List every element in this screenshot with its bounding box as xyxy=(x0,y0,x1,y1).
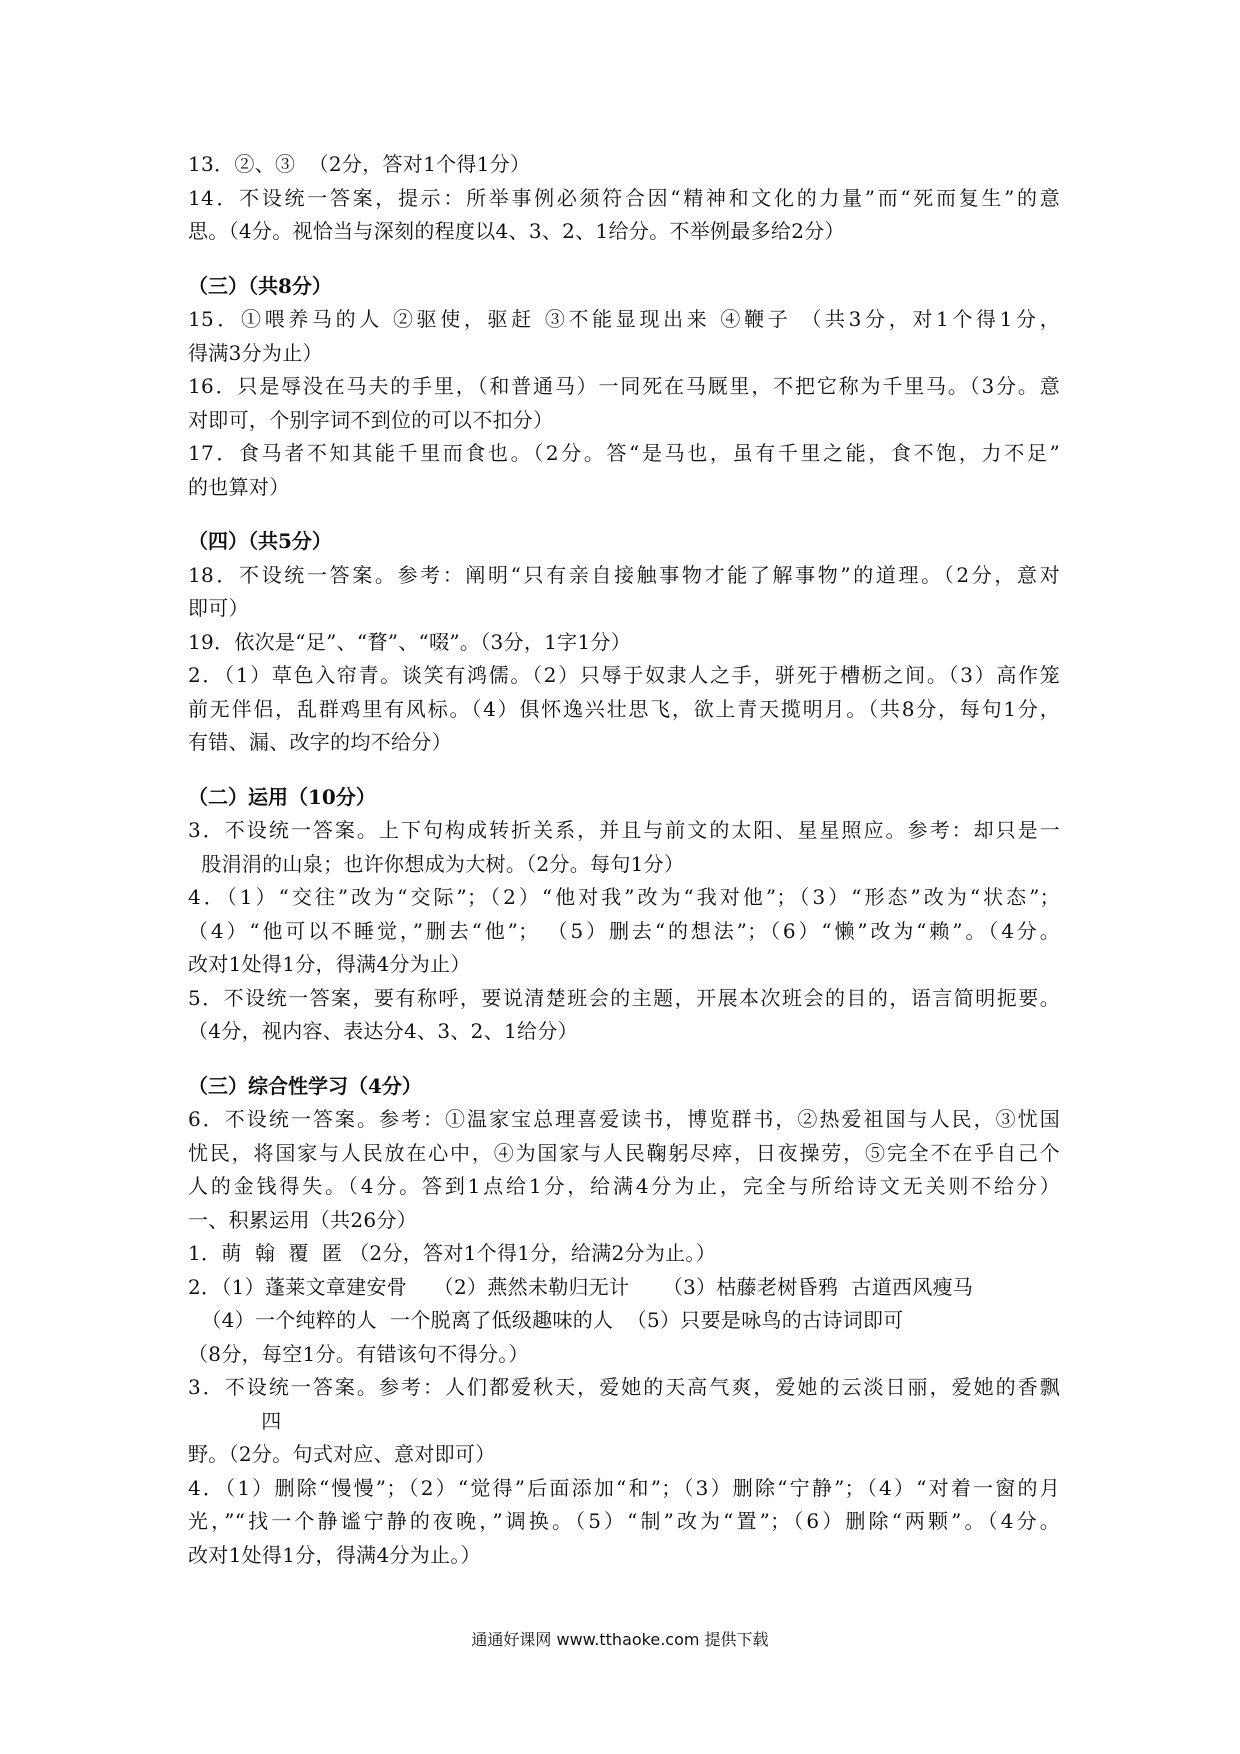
answer-line: 18．不设统一答案。参考：阐明“只有亲自接触事物才能了解事物”的道理。（2分，意对 xyxy=(188,562,1060,587)
answer-line: 5．不设统一答案，要有称呼，要说清楚班会的主题，开展本次班会的目的，语言简明扼要。 xyxy=(188,985,1060,1010)
answer-line: 14．不设统一答案，提示：所举事例必须符合因“精神和文化的力量”而“死而复生”的意 xyxy=(188,185,1060,210)
answer-line: （8分，每空1分。有错该句不得分。） xyxy=(188,1341,529,1366)
section-heading: （二）运用（10分） xyxy=(188,784,376,809)
answer-line: 改对1处得1分，得满4分为止。） xyxy=(188,1542,481,1567)
answer-line: （4分，视内容、表达分4、3、2、1给分） xyxy=(188,1019,578,1043)
answer-line: 光，”“找一个静谧宁静的夜晚，”调换。（5）“制”改为“置”；（6）删除“两颗”。（4分。 xyxy=(188,1509,1060,1533)
answer-line: （4）一个纯粹的人 一个脱离了低级趣味的人 （5）只要是咏鸟的古诗词即可 xyxy=(188,1308,904,1332)
answer-line: 野。（2分。句式对应、意对即可） xyxy=(188,1442,496,1466)
answer-line: 股涓涓的山泉；也许你想成为大树。（2分。每句1分） xyxy=(188,851,685,876)
answer-line: 即可） xyxy=(188,596,249,620)
answer-line: 人的金钱得失。（4分。答到1点给1分，给满4分为止，完全与所给诗文无关则不给分） xyxy=(188,1174,1060,1198)
answer-line: 3．不设统一答案。上下句构成转折关系，并且与前文的太阳、星星照应。参考：却只是一 xyxy=(188,818,1060,842)
answer-line: 的也算对） xyxy=(188,474,290,499)
answer-line: 2．（1）草色入帘青。谈笑有鸿儒。（2）只辱于奴隶人之手，骈死于槽枥之间。（3）高作笼 xyxy=(188,663,1060,687)
answer-line: 得满3分为止） xyxy=(188,340,323,365)
answer-line: 3．不设统一答案。参考：人们都爱秋天，爱她的天高气爽，爱她的云淡日丽，爱她的香飘 xyxy=(188,1375,1060,1399)
answer-line: 4．（1）删除“慢慢”；（2）“觉得”后面添加“和”；（3）删除“宁静”；（4）“对着一窗的月 xyxy=(188,1475,1060,1500)
answer-line: 6．不设统一答案。参考：①温家宝总理喜爱读书，博览群书，②热爱祖国与人民，③忧国 xyxy=(188,1107,1060,1131)
answer-line: 13．②、③ （2分，答对1个得1分） xyxy=(188,152,531,176)
answer-line: 四 xyxy=(188,1408,282,1433)
answer-line: 1．萌 翰 覆 匿 （2分，答对1个得1分，给满2分为止。） xyxy=(188,1241,717,1265)
answer-line: 15．①喂养马的人 ②驱使，驱赶 ③不能显现出来 ④鞭子 （共3分，对1个得1分， xyxy=(188,307,1060,331)
answer-line: 4．（1）“交往”改为“交际”；（2）“他对我”改为“我对他”；（3）“形态”改为“状态”； xyxy=(188,885,1060,909)
answer-line: 有错、漏、改字的均不给分） xyxy=(188,730,452,754)
section-spacer xyxy=(188,504,1060,525)
answer-line: 16．只是辱没在马夫的手里，（和普通马）一同死在马厩里，不把它称为千里马。（3分。意 xyxy=(188,374,1060,398)
answer-line: 17．食马者不知其能千里而食也。（2分。答“是马也，虽有千里之能，食不饱，力不足” xyxy=(188,441,1060,465)
answer-line: 一、积累运用（共26分） xyxy=(188,1207,418,1232)
answer-line: 忧民，将国家与人民放在心中，④为国家与人民鞠躬尽瘁，日夜操劳，⑤完全不在乎自己个 xyxy=(188,1140,1060,1165)
answer-line: 思。（4分。视恰当与深刻的程度以4、3、2、1给分。不举例最多给2分） xyxy=(188,219,845,243)
section-heading: （四）（共5分） xyxy=(188,529,332,553)
section-spacer xyxy=(188,249,1060,270)
answer-line: 2．（1）蓬莱文章建安骨 （2）燕然未勒归无计 （3）枯藤老树昏鸦 古道西风瘦马 xyxy=(188,1274,974,1299)
answer-line: 改对1处得1分，得满4分为止） xyxy=(188,952,471,976)
section-spacer xyxy=(188,1049,1060,1070)
answer-line: （4）“他可以不睡觉，”删去“他”； （5）删去“的想法”；（6）“懒”改为“赖”。（4分。 xyxy=(188,918,1060,943)
answer-line: 对即可，个别字词不到位的可以不扣分） xyxy=(188,407,554,432)
section-spacer xyxy=(188,760,1060,781)
section-heading: （三）（共8分） xyxy=(188,273,332,298)
page-footer: 通通好课网 www.tthaoke.com 提供下载 xyxy=(471,1630,769,1649)
answer-key-content xyxy=(188,148,1060,1572)
answer-line: 19．依次是“足”、“瞀”、“啜”。（3分，1字1分） xyxy=(188,629,632,654)
section-heading: （三）综合性学习（4分） xyxy=(188,1073,422,1098)
answer-line: 前无伴侣，乱群鸡里有风标。（4）俱怀逸兴壮思飞，欲上青天揽明月。（共8分，每句1分， xyxy=(188,696,1060,721)
